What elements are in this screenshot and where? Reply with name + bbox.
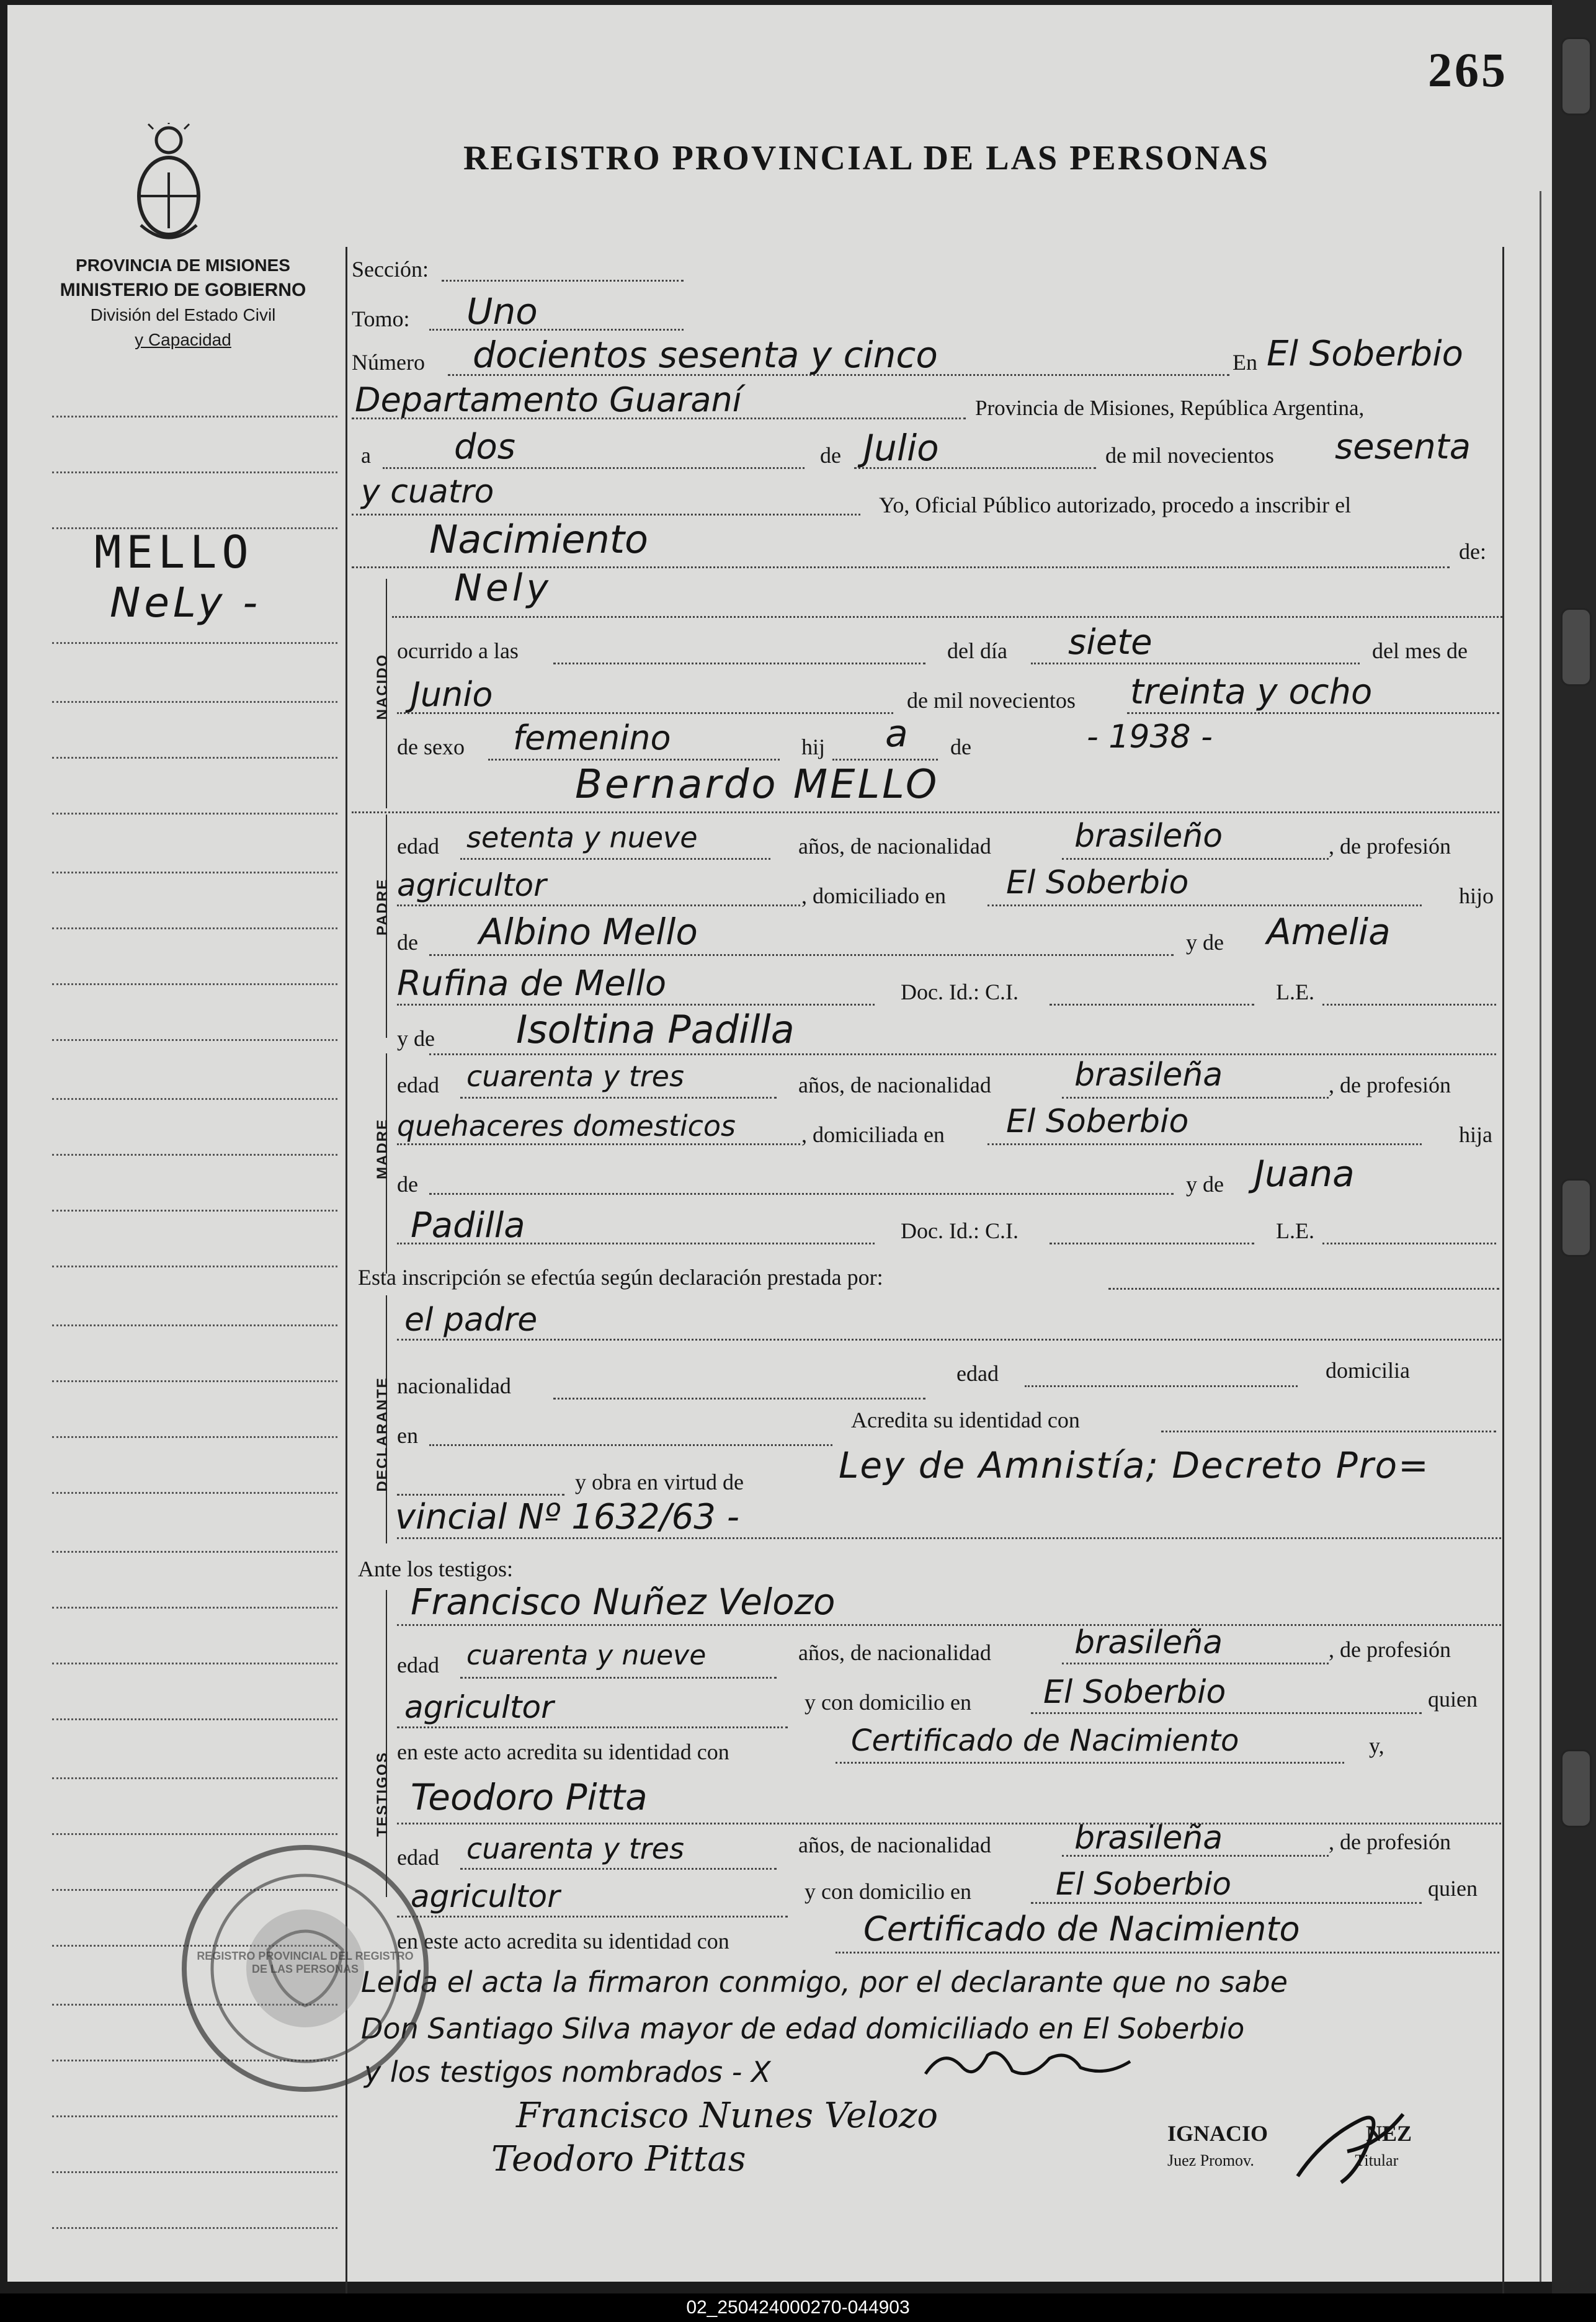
declarante-domicilia-label: domicilia [1326, 1358, 1410, 1383]
padre-edad-value: setenta y nueve [466, 821, 698, 854]
image-footer-id: 02_250424000270-044903 [0, 2293, 1596, 2322]
padre-domiciliado-label: , domiciliado en [801, 883, 946, 908]
t2-prof-value: agricultor [411, 1878, 560, 1914]
madre-profesion-label: , de profesión [1329, 1073, 1451, 1097]
t2-edad-label: edad [397, 1845, 439, 1870]
acredita-label: Acredita su identidad con [851, 1408, 1080, 1432]
t2-acred-value: Certificado de Nacimiento [863, 1909, 1300, 1949]
padre-dom-value: El Soberbio [1006, 864, 1189, 901]
margin-surname: MELLO [94, 526, 254, 578]
closing-line-1: Leida el acta la firmaron conmigo, por el declarante que no sabe [361, 1965, 1288, 1999]
padre-madre-value: Amelia [1267, 911, 1391, 953]
closing-line-3: y los testigos nombrados - X [364, 2055, 771, 2089]
declarante-value: el padre [404, 1302, 538, 1339]
padre-prof-value: agricultor [397, 867, 546, 903]
en-label: En [1233, 350, 1257, 375]
de-colon-label: de: [1459, 539, 1486, 564]
margin-name: NeLy - [110, 579, 262, 627]
declarant-mark-icon [919, 2043, 1143, 2086]
madre-nombre-value: Isoltina Padilla [516, 1007, 795, 1052]
coat-of-arms-icon [128, 123, 209, 247]
t2-edad-value: cuarenta y tres [466, 1832, 684, 1865]
t2-anios-label: años, de nacionalidad [798, 1833, 991, 1857]
del-dia-label: del día [947, 638, 1007, 663]
madre-domiciliada-label: , domiciliada en [801, 1122, 945, 1147]
t2-nac-value: brasileña [1074, 1820, 1223, 1857]
declarante-en-label: en [397, 1423, 418, 1448]
obra-label: y obra en virtud de [575, 1470, 744, 1494]
departamento-value: Departamento Guaraní [355, 380, 742, 419]
de2-label: de [950, 735, 971, 759]
section-nacido: NACIDO [374, 653, 391, 720]
closing-line-2: Don Santiago Silva mayor de edad domiciliado en El Soberbio [361, 2012, 1245, 2045]
obra-value-2: vincial Nº 1632/63 - [395, 1497, 739, 1537]
ocurrido-label: ocurrido a las [397, 638, 519, 663]
testigo2-value: Teodoro Pitta [411, 1776, 648, 1818]
madre-edad-value: cuarenta y tres [466, 1060, 684, 1093]
juez-name-2: NEZ [1366, 2121, 1412, 2146]
t2-quien-label: quien [1428, 1876, 1478, 1901]
padre-yde-label: y de [1186, 930, 1224, 955]
provincia-label: Provincia de Misiones, República Argentina, [975, 396, 1365, 420]
signature-2: Teodoro Pittas [491, 2139, 746, 2179]
t1-anios-label: años, de nacionalidad [798, 1640, 991, 1665]
declarante-nacionalidad-label: nacionalidad [397, 1373, 511, 1398]
madre-hija-label: hija [1459, 1122, 1492, 1147]
padre-le-label: L.E. [1276, 980, 1314, 1004]
madre-madre2-value: Padilla [411, 1205, 525, 1246]
office-line-4: y Capacidad [135, 330, 231, 349]
t2-acredita-label: en este acto acredita su identidad con [397, 1929, 729, 1954]
madre-docid-label: Doc. Id.: C.I. [901, 1218, 1019, 1243]
anio-num-value: - 1938 - [1087, 718, 1213, 756]
numero-label: Número [352, 350, 425, 375]
madre-yde2-label: y de [1186, 1172, 1224, 1197]
mes-value: Julio [863, 427, 939, 469]
office-line-2: MINISTERIO DE GOBIERNO [60, 280, 306, 300]
madre-de-label: de [397, 1172, 418, 1197]
t1-quien-label: quien [1428, 1687, 1478, 1712]
juez-title-1: Juez Promov. [1167, 2151, 1254, 2169]
binding-ring-1 [1561, 37, 1592, 115]
section-padre: PADRE [374, 878, 391, 936]
acto-value: Nacimiento [429, 517, 648, 562]
binding-ring-4 [1561, 1749, 1592, 1828]
madre-nac-value: brasileña [1074, 1056, 1223, 1094]
sexo-value: femenino [513, 718, 671, 757]
form-right-rule [1502, 247, 1504, 2294]
dia-value: dos [454, 427, 515, 467]
nac-mes-value: Junio [411, 675, 493, 714]
nac-dia-value: siete [1068, 622, 1152, 663]
office-line-3: División del Estado Civil [90, 305, 276, 324]
t2-dom-value: El Soberbio [1056, 1866, 1231, 1902]
esta-inscripcion-label: Esta inscripción se efectúa según declaración prestada por: [358, 1265, 883, 1290]
testigo1-value: Francisco Nuñez Velozo [411, 1581, 836, 1623]
padre-hijo-label: hijo [1459, 883, 1494, 908]
tomo-label: Tomo: [352, 306, 410, 331]
t1-nac-value: brasileña [1074, 1624, 1223, 1661]
madre-madre-value: Juana [1254, 1153, 1355, 1195]
del-mes-label: del mes de [1372, 638, 1468, 663]
t2-domicilio-label: y con domicilio en [805, 1879, 971, 1904]
nac-anio-value: treinta y ocho [1130, 672, 1373, 712]
section-madre: MADRE [374, 1119, 391, 1179]
de-sexo-label: de sexo [397, 735, 465, 759]
office-line-1: PROVINCIA DE MISIONES [76, 256, 290, 275]
binding-ring-3 [1561, 1179, 1592, 1257]
section-declarante: DECLARANTE [374, 1377, 391, 1492]
signature-1: Francisco Nunes Velozo [516, 2096, 938, 2136]
de-label: de [820, 443, 841, 468]
t1-prof-value: agricultor [404, 1689, 554, 1725]
t1-domicilio-label: y con domicilio en [805, 1690, 971, 1715]
page-number: 265 [1428, 43, 1508, 97]
en-value: El Soberbio [1267, 334, 1463, 374]
hij-suffix-value: a [885, 712, 908, 756]
obra-value: Ley de Amnistía; Decreto Pro= [839, 1444, 1430, 1486]
t1-edad-value: cuarenta y nueve [466, 1640, 707, 1671]
padre-edad-label: edad [397, 834, 439, 859]
padre-padre-value: Albino Mello [479, 911, 698, 953]
padre-profesion-label: , de profesión [1329, 834, 1451, 859]
seal-text: REGISTRO PROVINCIAL DEL REGISTRO DE LAS PERSONAS [197, 1950, 414, 1975]
de-mil2-label: de mil novecientos [907, 688, 1076, 713]
section-testigos: TESTIGOS [374, 1751, 391, 1837]
numero-value: docientos sesenta y cinco [473, 334, 938, 376]
t1-y-label: y, [1369, 1733, 1384, 1758]
padre-nac-value: brasileño [1074, 818, 1223, 855]
t2-profesion-label: , de profesión [1329, 1829, 1451, 1854]
padre-docid-label: Doc. Id.: C.I. [901, 980, 1019, 1004]
t1-dom-value: El Soberbio [1043, 1674, 1226, 1711]
padre-de-label: de [397, 930, 418, 955]
juez-name-1: IGNACIO [1167, 2121, 1268, 2146]
register-page [7, 5, 1552, 2282]
form-far-right-rule [1540, 191, 1541, 2282]
tomo-value: Uno [466, 290, 538, 333]
madre-le-label: L.E. [1276, 1218, 1314, 1243]
anio2-value: y cuatro [361, 473, 494, 511]
declarante-edad-label: edad [956, 1361, 999, 1386]
a-label: a [361, 443, 371, 468]
t1-acred-value: Certificado de Nacimiento [851, 1723, 1239, 1758]
seccion-label: Sección: [352, 257, 429, 282]
yo-label: Yo, Oficial Público autorizado, procedo a inscribir el [879, 493, 1352, 517]
page-title: REGISTRO PROVINCIAL DE LAS PERSONAS [463, 139, 1270, 177]
padre-anios-label: años, de nacionalidad [798, 834, 991, 859]
de-mil-label: de mil novecientos [1105, 443, 1274, 468]
juez-title-2: Titular [1355, 2151, 1399, 2169]
madre-edad-label: edad [397, 1073, 439, 1097]
madre-yde-label: y de [397, 1026, 435, 1051]
padre-madre2-value: Rufina de Mello [397, 963, 667, 1004]
madre-anios-label: años, de nacionalidad [798, 1073, 991, 1097]
hij-label: hij [801, 735, 826, 759]
padre-nombre-value: Bernardo MELLO [575, 762, 940, 808]
ante-testigos-label: Ante los testigos: [358, 1556, 513, 1581]
book-binding [1552, 0, 1596, 2322]
anio1-value: sesenta [1335, 427, 1471, 467]
madre-dom-value: El Soberbio [1006, 1103, 1189, 1140]
madre-prof-value: quehaceres domesticos [397, 1109, 736, 1143]
t1-acredita-label: en este acto acredita su identidad con [397, 1739, 729, 1764]
t1-edad-label: edad [397, 1653, 439, 1677]
binding-ring-2 [1561, 608, 1592, 686]
t1-profesion-label: , de profesión [1329, 1637, 1451, 1662]
office-header [31, 253, 335, 352]
nombre-value: Nely [454, 566, 552, 610]
judge-signature-icon [1285, 2102, 1409, 2195]
